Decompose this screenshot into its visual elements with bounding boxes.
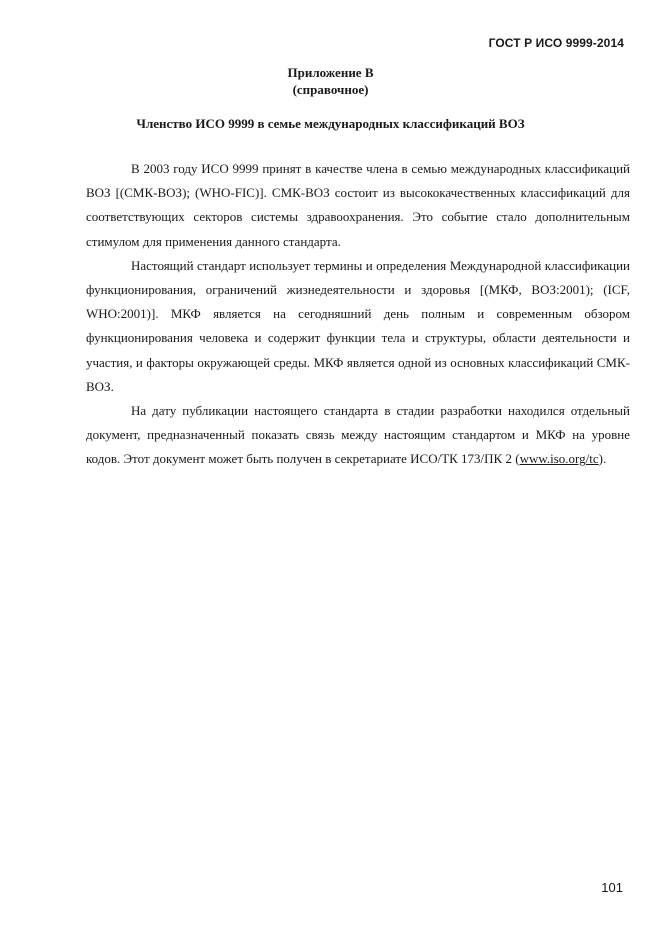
appendix-title: Приложение В (287, 65, 374, 80)
page-number: 101 (601, 880, 623, 895)
paragraph-3-text: На дату публикации настоящего стандарта в стадии разработки находился отдельный документ, предназначенный показать связь между настоящим стандартом и МКФ на уровне кодов. Этот документ может быть получен в секретариате ИСО/ТК 173/ПК 2 ( (86, 403, 630, 467)
paragraph-2: Настоящий стандарт использует термины и определения Международной классификации функционирования, ограничений жизнедеятельности и здоровья [(МКФ, ВОЗ:2001); (ICF, WHO:2001)]. МКФ является на сегодняшний день полным и современным обзором функционирования человека и содержит функции тела и структуры, области деятельности и участия, и факторы окружающей среды. МКФ является одной из основных классификаций СМК-ВОЗ. (86, 257, 630, 394)
paragraph-3-end: ). (598, 451, 607, 467)
section-title: Членство ИСО 9999 в семье международных классификаций ВОЗ (136, 116, 525, 131)
appendix-subtitle: (справочное) (292, 82, 369, 97)
paragraph-3 (86, 399, 630, 472)
body-text (86, 157, 630, 472)
document-header: ГОСТ Р ИСО 9999-2014 (488, 36, 624, 50)
paragraph-1: В 2003 году ИСО 9999 принят в качестве члена в семью международных классификаций ВОЗ [(СМК-ВОЗ); (WHO-FIC)]. СМК-ВОЗ состоит из высококачественных классификаций для соответствующих секторов системы здравоохранения. Это событие стало дополнительным стимулом для применения данного стандарта. (86, 161, 630, 249)
iso-link[interactable]: www.iso.org/tc (519, 451, 599, 467)
